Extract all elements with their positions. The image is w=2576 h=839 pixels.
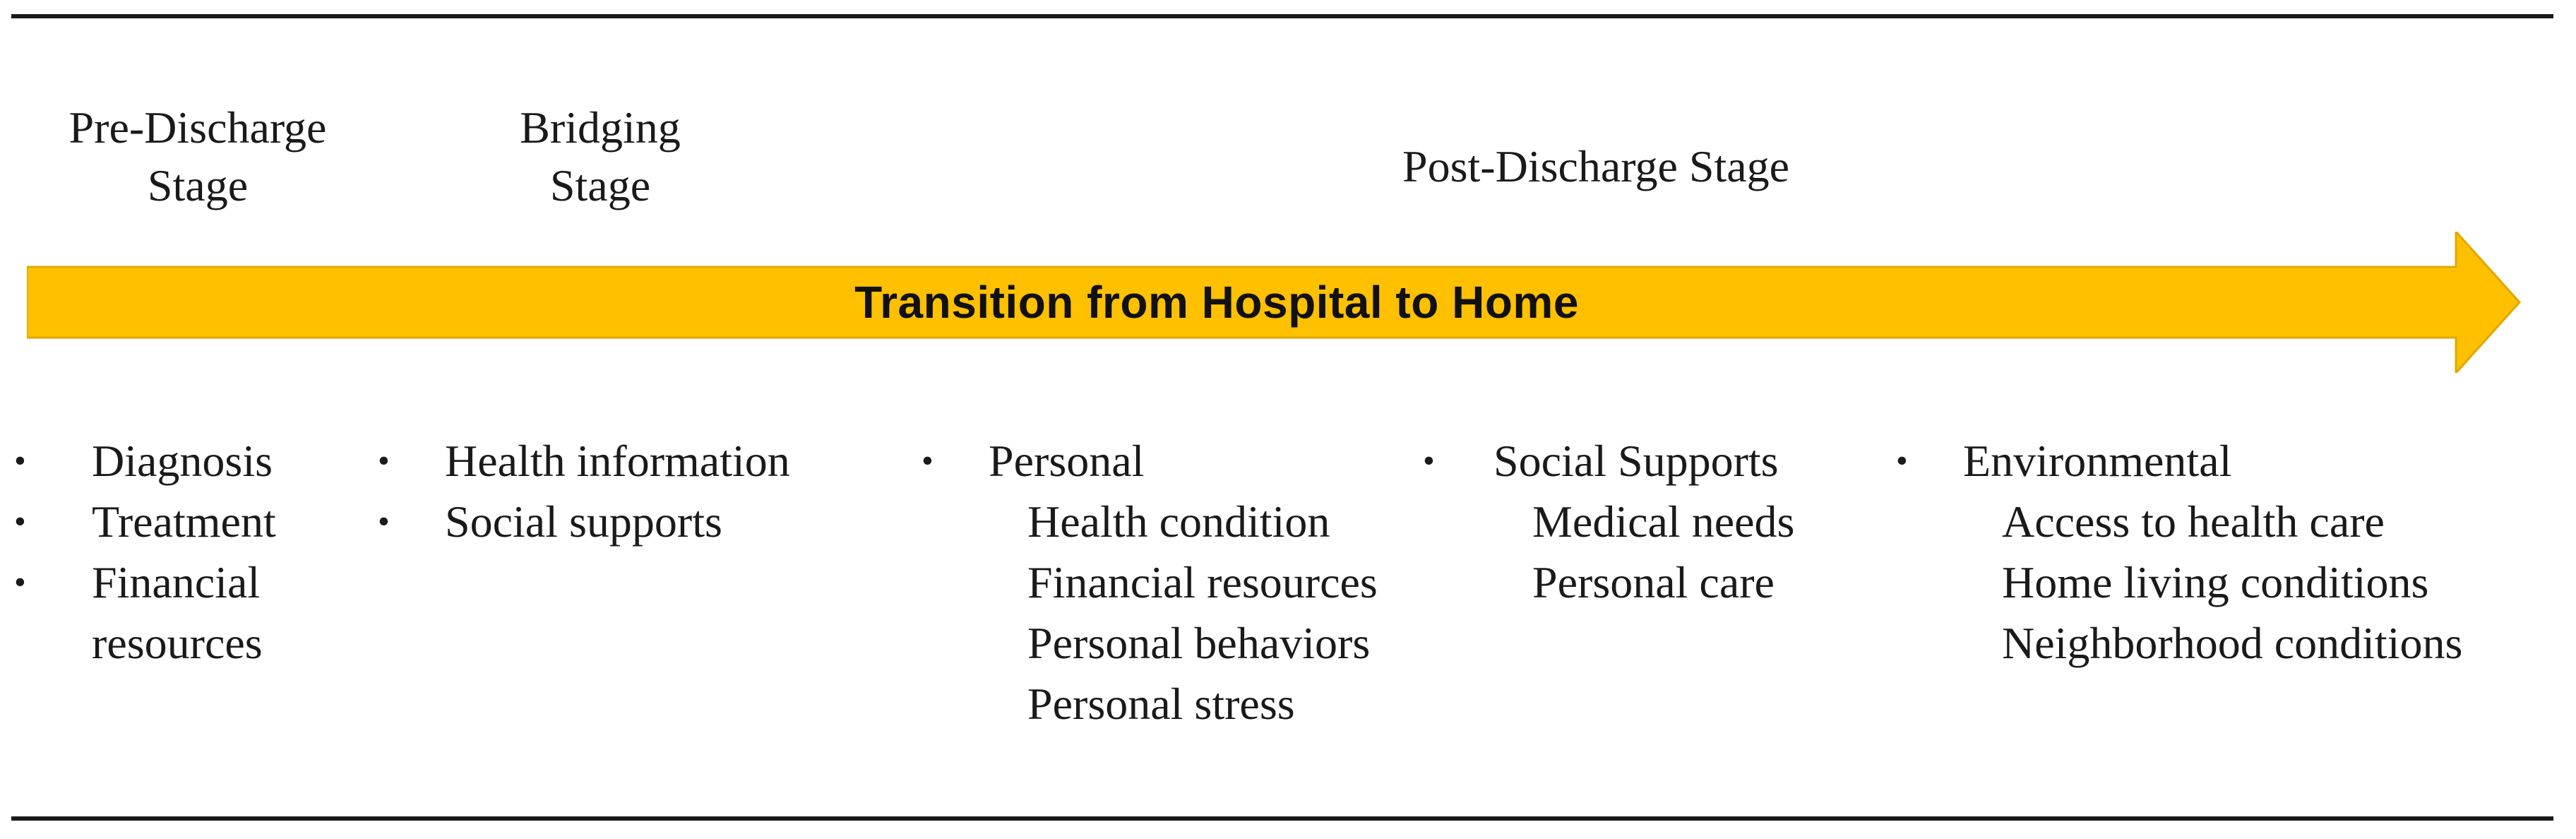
top-rule	[11, 14, 2553, 18]
sub-item: Personal stress	[1027, 679, 1295, 729]
sub-item: Personal behaviors	[1027, 618, 1371, 668]
list-heading: Personal	[989, 436, 1145, 486]
pre-discharge-stage-label	[28, 99, 367, 215]
transition-arrow	[27, 232, 2521, 373]
bullet: •	[1896, 442, 1908, 480]
post-discharge-stage-label	[1313, 138, 1878, 196]
sub-item: Personal care	[1532, 557, 1775, 607]
list-item-text: Treatment	[92, 496, 276, 547]
list-item	[14, 492, 276, 552]
bridging-stage-label	[459, 99, 741, 215]
bottom-rule	[11, 816, 2553, 821]
list-item-text-continued: resources	[92, 618, 263, 668]
stage-line: Bridging	[520, 102, 681, 153]
list-item	[1896, 431, 2462, 492]
environmental-list	[1896, 431, 2462, 674]
bridging-list	[378, 431, 790, 552]
bullet: •	[14, 503, 26, 540]
list-item-text: Financial	[92, 557, 261, 607]
arrow-label: Transition from Hospital to Home	[854, 277, 1579, 328]
pre-discharge-list	[14, 431, 276, 674]
list-item-text: Social supports	[445, 496, 722, 547]
list-item	[378, 431, 790, 492]
bullet: •	[1423, 442, 1435, 480]
sub-item: Financial resources	[1027, 557, 1378, 607]
list-item	[14, 431, 276, 492]
sub-item: Access to health care	[2002, 496, 2385, 547]
list-item	[14, 552, 276, 674]
social-supports-list	[1423, 431, 1794, 613]
list-item	[1423, 431, 1794, 492]
list-item	[378, 492, 790, 552]
sub-item: Health condition	[1027, 496, 1330, 547]
list-item-text: Diagnosis	[92, 436, 273, 486]
list-heading: Environmental	[1963, 436, 2232, 486]
personal-list	[922, 431, 1378, 734]
bullet: •	[922, 442, 934, 480]
list-heading: Social Supports	[1493, 436, 1779, 486]
stage-line: Post-Discharge Stage	[1402, 141, 1790, 191]
sub-item: Neighborhood conditions	[2002, 618, 2463, 668]
bullet: •	[14, 442, 26, 480]
list-item	[922, 431, 1378, 492]
list-item-text: Health information	[445, 436, 790, 486]
stage-line: Stage	[549, 160, 651, 210]
stage-line: Pre-Discharge	[68, 102, 327, 153]
bullet: •	[14, 564, 26, 601]
sub-item: Medical needs	[1532, 496, 1795, 547]
stage-line: Stage	[147, 160, 249, 210]
bullet: •	[378, 503, 390, 540]
sub-item: Home living conditions	[2002, 557, 2429, 607]
bullet: •	[378, 442, 390, 480]
